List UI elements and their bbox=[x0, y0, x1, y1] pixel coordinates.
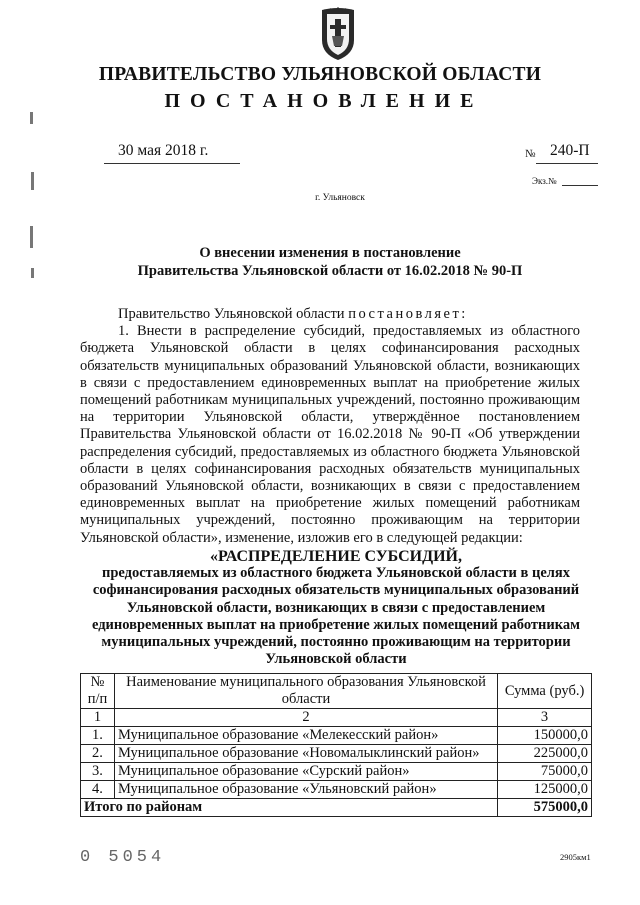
header-name: Наименование муниципального образования Ульяновской области bbox=[114, 674, 497, 709]
table-row bbox=[81, 727, 592, 745]
copy-number-underline bbox=[562, 185, 598, 186]
subsidy-distribution-table bbox=[80, 673, 592, 817]
government-title: ПРАВИТЕЛЬСТВО УЛЬЯНОВСКОЙ ОБЛАСТИ bbox=[98, 64, 542, 85]
intro-prefix: Правительство Ульяновской области bbox=[118, 306, 345, 322]
table-row bbox=[81, 763, 592, 781]
row-sum: 125000,0 bbox=[498, 781, 592, 799]
row-name: Муниципальное образование «Сурский район» bbox=[114, 763, 497, 781]
row-num: 4. bbox=[81, 781, 115, 799]
table-row bbox=[81, 745, 592, 763]
table-index-row bbox=[81, 709, 592, 727]
row-name: Муниципальное образование «Мелекесский район» bbox=[114, 727, 497, 745]
annex-subtitle: предоставляемых из областного бюджета Ульяновской области в целях софинансирования расходных обязательств муниципальных образований Ульяновской области, возникающих в связи с предоставлением единовременных выплат на приобретение жилых помещений работникам муниципальных учреждений, постоянно проживающим на территории Ульяновской области bbox=[91, 565, 581, 668]
margin-scan-mark bbox=[31, 172, 34, 190]
index-cell: 2 bbox=[114, 709, 497, 727]
row-num: 2. bbox=[81, 745, 115, 763]
margin-scan-mark bbox=[30, 226, 33, 248]
intro-paragraph bbox=[80, 306, 580, 323]
subject-line-1: О внесении изменения в постановление bbox=[199, 245, 461, 261]
header-sum: Сумма (руб.) bbox=[498, 674, 592, 709]
registration-stamp: 0 5054 bbox=[80, 848, 166, 867]
row-name: Муниципальное образование «Новомалыклинский район» bbox=[114, 745, 497, 763]
footer-code: 2905км1 bbox=[560, 852, 591, 862]
table-total-row bbox=[81, 799, 592, 817]
row-num: 3. bbox=[81, 763, 115, 781]
annex-title bbox=[80, 548, 592, 668]
table-header-row bbox=[81, 674, 592, 709]
number-underline bbox=[536, 163, 598, 164]
annex-heading: «РАСПРЕДЕЛЕНИЕ СУБСИДИЙ, bbox=[209, 548, 462, 565]
row-sum: 75000,0 bbox=[498, 763, 592, 781]
coat-of-arms-emblem bbox=[318, 6, 358, 62]
copy-number-label: Экз.№ bbox=[532, 176, 557, 186]
document-number: 240-П bbox=[550, 142, 590, 159]
header-num: № п/п bbox=[81, 674, 115, 709]
margin-scan-mark bbox=[31, 268, 34, 278]
document-body bbox=[80, 306, 580, 547]
city: г. Ульяновск bbox=[315, 193, 365, 203]
number-sign: № bbox=[525, 148, 536, 160]
row-sum: 225000,0 bbox=[498, 745, 592, 763]
table-row bbox=[81, 781, 592, 799]
row-num: 1. bbox=[81, 727, 115, 745]
subject-line-2: Правительства Ульяновской области от 16.02.2018 № 90-П bbox=[137, 262, 523, 279]
margin-scan-mark bbox=[30, 112, 33, 124]
row-name: Муниципальное образование «Ульяновский район» bbox=[114, 781, 497, 799]
document-date: 30 мая 2018 г. bbox=[118, 142, 209, 159]
index-cell: 3 bbox=[498, 709, 592, 727]
paragraph-1: 1. Внести в распределение субсидий, предоставляемых из областного бюджета Ульяновской области в целях софинансирования расходных обязательств муниципальных образований Ульяновской области, возникающих в связи с предоставлением единовременных выплат на приобретение жилых помещений работникам муниципальных учреждений, постоянно проживающим на территории Ульяновской области, утверждённое постановлением Правительства Ульяновской области от 16.02.2018 № 90-П «Об утверждении распределения субсидий, предоставляемых из областного бюджета Ульяновской области в целях софинансирования расходных обязательств муниципальных образований Ульяновской области, возникающих в связи с предоставлением единовременных выплат на приобретение жилых помещений работникам муниципальных учреждений, постоянно проживающим на территории Ульяновской области», изменение, изложив его в следующей редакции: bbox=[80, 323, 580, 546]
intro-verb: постановляет: bbox=[348, 306, 468, 322]
row-sum: 150000,0 bbox=[498, 727, 592, 745]
total-sum: 575000,0 bbox=[498, 799, 592, 817]
date-underline bbox=[104, 163, 240, 164]
index-cell: 1 bbox=[81, 709, 115, 727]
document-subject bbox=[80, 245, 580, 280]
document-type: ПОСТАНОВЛЕНИЕ bbox=[164, 90, 484, 112]
total-label: Итого по районам bbox=[81, 799, 498, 817]
